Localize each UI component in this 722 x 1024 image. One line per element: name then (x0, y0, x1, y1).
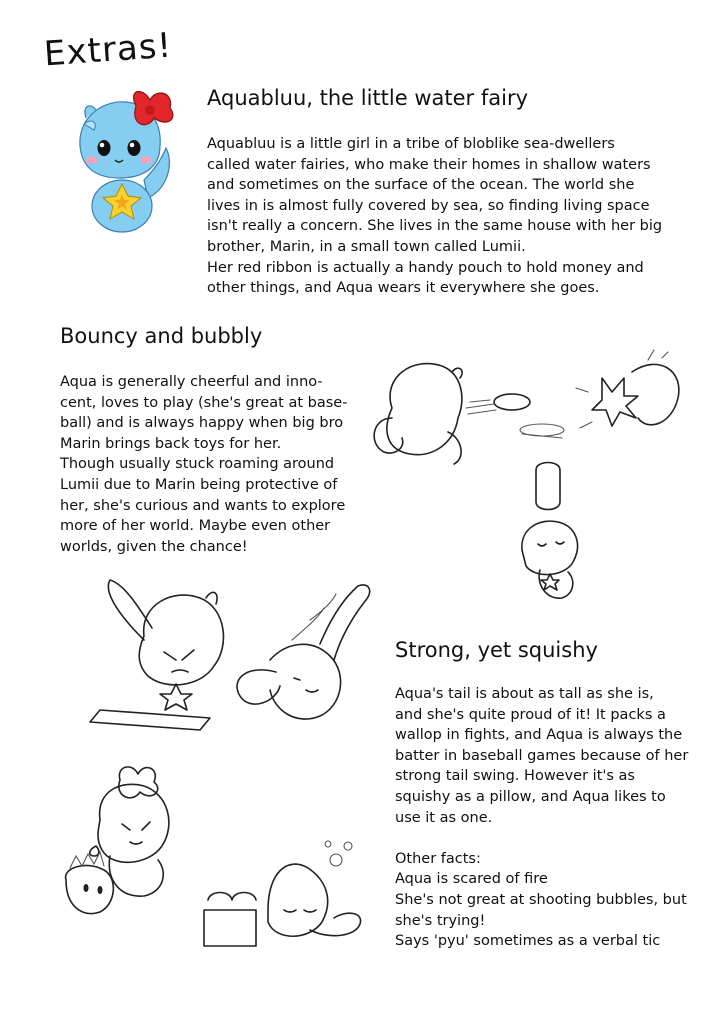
section3-heading: Strong, yet squishy (395, 638, 598, 662)
section1-heading: Aquabluu, the little water fairy (207, 86, 529, 110)
sleeping-aqua-sketch-icon (60, 760, 370, 960)
bubble-shooting-sketch-icon (362, 348, 692, 478)
section1-body: Aquabluu is a little girl in a tribe of bloblike sea-dwellers called water fairies, who make their homes in shallow waters and sometimes on the surface of the ocean. The world she lives in is almost fully covered by sea, so finding living space isn't really a concern. She lives in the same house with her big brother, Marin, in a small town called Lumii. Her red ribbon is actually a handy pouch to hold money and other things, and Aqua wears it everywhere she goes. (207, 136, 663, 297)
fact-item-1: Aqua is scared of fire (395, 871, 548, 887)
section2-body: Aqua is generally cheerful and inno- cent, loves to play (she's great at base- ball) and is always happy when big bro Marin brings back toys for her. Though usually stuck roaming around Lumii due to Marin being protective of her, she's curious and wants to explore more of her world. Maybe even other worlds, given the chance! (60, 374, 348, 555)
baseball-sketch-icon (80, 580, 380, 760)
aquabluu-portrait-icon (70, 88, 190, 238)
section2-heading: Bouncy and bubbly (60, 324, 263, 348)
fact-item-3: Says 'pyu' sometimes as a verbal tic (395, 933, 661, 949)
section3-body: Aqua's tail is about as tall as she is, and she's quite proud of it! It packs a wallop in fights, and Aqua is always the batter in baseball games because of her strong tail swing. However it's as squishy as a pillow, and Aqua likes to use it as one. (395, 686, 689, 826)
small-aqua-sketch-icon (510, 462, 600, 612)
page-title: Extras! (42, 25, 174, 75)
fact-item-2: She's not great at shooting bubbles, but she's trying! (395, 892, 687, 929)
other-facts-label: Other facts: (395, 851, 481, 867)
